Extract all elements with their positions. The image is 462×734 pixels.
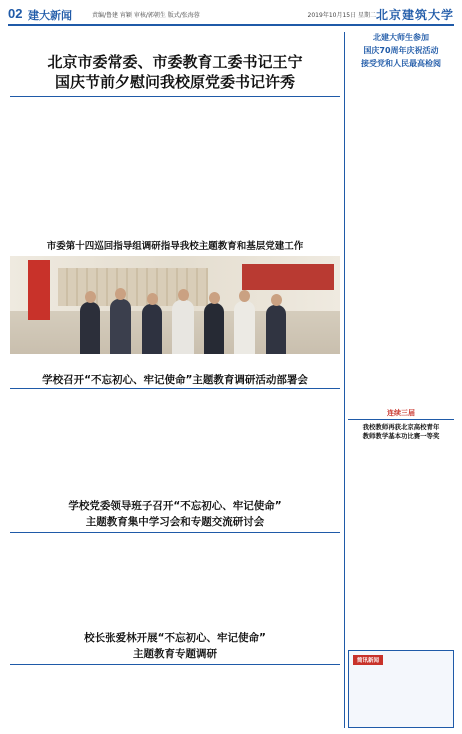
inspection-photo (10, 256, 340, 354)
study-headline-line1: 学校党委领导班子召开“不忘初心、牢记使命” (68, 500, 282, 512)
brief-news-items (353, 665, 449, 725)
lead-article-body (10, 100, 340, 228)
deploy-rule (10, 388, 340, 389)
lecture-headline (10, 630, 340, 662)
paper-name-logo: 北京建筑大学 (375, 8, 454, 22)
brief-news-box (348, 650, 454, 728)
study-article-body (10, 536, 340, 624)
lead-rule (10, 96, 340, 97)
sidebar-headline-1 (348, 32, 454, 69)
sidebar-headline-1-line2: 国庆70周年庆祝活动 (363, 46, 439, 55)
sidebar-article-body-1 (348, 76, 454, 344)
brief-news-title: 简讯新闻 (353, 655, 383, 665)
sidebar-headline-2-line2: 教师教学基本功比赛一等奖 (362, 432, 440, 440)
inspection-headline: 市委第十四巡回指导组调研指导我校主题教育和基层党建工作 (46, 241, 304, 252)
inspection-body-bottom (10, 358, 340, 366)
issue-date: 2019年10月15日 星期二 (307, 12, 376, 19)
lecture-rule (10, 664, 340, 665)
lecture-headline-line1: 校长张爱林开展“不忘初心、牢记使命” (84, 632, 266, 644)
deploy-headline: 学校召开“不忘初心、牢记使命”主题教育调研活动部署会 (42, 374, 308, 386)
lead-headline (10, 52, 340, 92)
study-headline (10, 498, 340, 530)
sidebar-headline-1-line1: 北建大师生参加 (373, 33, 429, 42)
column-divider (344, 32, 345, 728)
page-number: 02 (8, 6, 23, 21)
sidebar-article-body-2 (348, 446, 454, 644)
lead-headline-line1: 北京市委常委、市委教育工委书记王宁 (47, 53, 303, 71)
study-headline-line2: 主题教育集中学习会和专题交流研讨会 (85, 516, 265, 528)
sidebar-column (348, 32, 454, 69)
deploy-article-body (10, 392, 340, 494)
section-name: 建大新闻 (28, 9, 72, 22)
lecture-article-body (10, 668, 340, 728)
sidebar-headline-1-line3: 接受党和人民最高检阅 (361, 59, 441, 68)
lecture-headline-line2: 主题教育专题调研 (133, 648, 217, 660)
editors-line: 责编/鲁建 宵颖 审核/郭朝生 版式/张海蓉 (92, 12, 200, 19)
masthead (8, 4, 454, 26)
sidebar-headline-2-kicker: 连续三届 (348, 408, 454, 420)
sidebar-headline-2 (348, 408, 454, 441)
lead-headline-line2: 国庆节前夕慰问我校原党委书记许秀 (54, 73, 295, 91)
study-rule (10, 532, 340, 533)
sidebar-headline-2-line1: 我校教师再获北京高校青年 (362, 423, 440, 431)
